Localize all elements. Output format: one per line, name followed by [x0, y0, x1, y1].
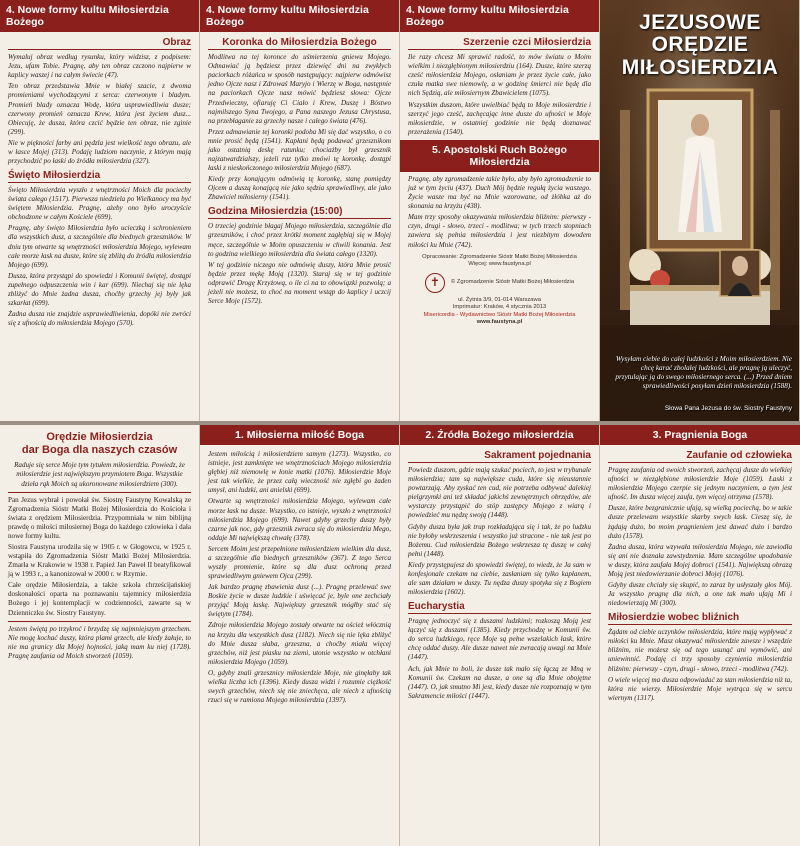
section-title-blizni: Miłosierdzie wobec bliźnich [608, 612, 792, 625]
section-title-swieto: Święto Miłosierdzia [8, 170, 191, 183]
panel-title-line: dar Boga dla naszych czasów [21, 444, 178, 457]
divider [8, 621, 191, 622]
paragraph: Święto Miłosierdzia wyszło z wnętrzności Moich dla pociechy świata całego (1517). Pierwsza niedziela po Wielkanocy ma być świętem Miłosierdzia. Pragnę, ażeby ono było uroczyście obchodzone w całym Kościele (699). [8, 186, 191, 222]
paragraph: O, gdyby znali grzesznicy miłosierdzie Moje, nie ginęłaby tak wielka liczba ich (1396). Kiedy dusza widzi i rozumie ciężkość swych grzechów, niech się nie zniechęca, ale niech z ufnością rzuci się w ramiona Mojego miłosierdzia (1397). [208, 668, 391, 705]
top-spread [0, 0, 800, 421]
paragraph: Otwarte są wnętrzności miłosierdzia Mojego, wylewam całe morze łask na dusze. Wszystko, co istnieje, wyszło z wnętrzności miłosierdzia Mojego (699). Nawet gdyby grzechy duszy były czarne jak noc, gdy grzesznik zwraca się do miłosierdzia Mego, oddaje Mi największą chwałę (378). [208, 497, 391, 542]
paragraph: Pragnę, aby zgromadzenie takie było, aby było zgromadzenie to już w tym życiu (437). Duch Mój będzie regułą życia waszego. Życie wasze ma być na Mnie wzorowane, od żłóbka aż do skonania na krzyżu (438). [408, 174, 591, 211]
panel-title [8, 431, 191, 457]
paragraph: Pragnę, aby święto Miłosierdzia było ucieczką i schronieniem dla wszystkich dusz, a szczególnie dla biednych grzeszników. W dniu tym otwarte są wnętrzności miłosierdzia Mojego, wylewam całe morze łask na dusze, które się zbliżą do źródła miłosierdzia Mojego (699). [8, 224, 191, 269]
paragraph: Kiedy przystępujesz do spowiedzi świętej, to wiedz, że Ja sam w konfesjonale czekam na ciebie, zasłaniam się tylko kapłanem, ale sam działam w duszy. Tu nędza duszy spotyka się z Bogiem miłosierdzia (1602). [408, 560, 591, 597]
cover-title-line: ORĘDZIE [651, 33, 749, 57]
paragraph: Przez odmawianie tej koronki podoba Mi się dać wszystko, o co mnie prosić będą (1541). Kapłani będą podawać grzesznikom jako ostatnią deskę ratunku; chociażby był grzesznik najzatwardzialszy, jeżeli raz tylko zmówi tę koronkę, dostąpi łaski z nieskończonego miłosierdzia Mojego (687). [208, 127, 391, 173]
panel-header: 4. Nowe formy kultu Miłosierdzia Bożego [200, 0, 399, 32]
intro-quote: Raduje się serce Moje tym tytułem miłosierdzia. Powiedz, że miłosierdzie jest największym przymiotem Boga. Wszystkie dzieła rąk Moich są ukoronowane miłosierdziem (300). [14, 461, 185, 488]
paragraph: Wszystkim duszom, które uwielbiać będą to Moje miłosierdzie i szerzyć jego cześć, zachęcając inne dusze do ufności w Moje miłosierdzie, w ostatniej godzinie nie będą doznawać przerażenia (1540). [408, 100, 591, 136]
cover-title [600, 12, 800, 79]
publisher-info [408, 254, 591, 327]
panel-header: 4. Nowe formy kultu Miłosierdzia Bożego [400, 0, 599, 32]
logo-row [408, 273, 591, 293]
cover-quote: Wysyłam ciebie do całej ludzkości z Moim miłosierdziem. Nie chcę karać zbolałej ludzkości, ale pragnę ją uleczyć, przytulając ją do swego miłosiernego serca. (...) Przed dniem sprawiedliwości posyłam dzień miłosierdzia (1588). [615, 355, 792, 390]
panel-koronka [200, 0, 400, 421]
paragraph: Żadna dusza nie znajdzie usprawiedliwienia, dopóki nie zwróci się z ufnością do miłosierdzia Mojego (570). [8, 310, 191, 328]
paragraph: W tej godzinie niczego nie odmówię duszy, która Mnie prosić będzie przez mękę Moją (1320). Staraj się w tej godzinie odprawić Drogę Krzyżową, o ile ci na to obowiązki pozwolą; a jeżeli nie możesz, to choć na moment wstąp do kaplicy i uczcij Serce Moje (1572). [208, 260, 391, 305]
closing-quote: Jestem świętą po trzykroć i brzydzę się najmniejszym grzechem. Nie mogę kochać duszy, która plami grzech, ale kiedy żałuje, to nie ma granicy dla Mojej hojności, jaką mam ku niej (1728). Pragnę zaufania od Moich stworzeń (1059). [8, 624, 191, 660]
paragraph: Mam trzy sposoby okazywania miłosierdzia bliźnim: pierwszy - czyn, drugi - słowo, trzeci - modlitwa; w tych trzech stopniach zawiera się pełnia miłosierdzia i jest niezbitym dowodem miłości ku Mnie (742). [408, 213, 591, 249]
paragraph: Sercem Moim jest przepełnione miłosierdziem wielkim dla dusz, a szczególnie dla biednych grzeszników (367). Z tego Serca wyszły promienie, które są dla dusz ochroną przed sprawiedliwym gniewem Ojca (299). [208, 544, 391, 581]
cover-title-line: JEZUSOWE [639, 11, 761, 34]
paragraph: Powiedz duszom, gdzie mają szukać pociech, to jest w trybunale miłosierdzia; tam są największe cuda, które się nieustannie powtarzają. Aby zyskać ten cud, nie potrzeba odbywać dalekiej pielgrzymki ani też składać jakichś zewnętrznych obrzędów, ale wystarczy przystąpić do stóp zastępcy Mojego z wiarą i powiedzieć mu nędzę swoją (1448). [408, 466, 591, 520]
section-title-szerzenie: Szerzenie czci Miłosierdzia [408, 37, 591, 50]
paragraph: Gdyby dusze chciały się skupić, to zaraz by usłyszały głos Mój. Ja wszystko pragnę dla nich, a one tak mało ufają Mi i niedowierzają Mi (300). [608, 581, 792, 608]
panel-header: 3. Pragnienia Boga [600, 425, 800, 445]
paragraph: O wiele więcej ma dusza odpowiadać za stan miłosierdzia niż ta, która nie wierzy. Miłosierdzie Moje wytrąca się w sercu wiernym (1317). [608, 675, 792, 702]
panel-szerzenie [400, 0, 600, 421]
section-header-ruch: 5. Apostolski Ruch Bożego Miłosierdzia [400, 140, 599, 172]
paragraph: Całe orędzie Miłosierdzia, a także szkoła chrześcijańskiej doskonałości oparta na poznawaniu tajemnicy miłosierdzia Bożego i jej kontemplacji w codzienności, zawarte są w Dzienniczku św. Siostry Faustyny. [8, 581, 191, 617]
panel-pragnienia [600, 425, 800, 846]
paragraph: Żadna dusza, która wzywała miłosierdzia Mojego, nie zawiodła się ani nie doznała zawstydzenia. Mam szczególne upodobanie w duszy, która zaufała Mojej dobroci (1541). Największą obrazą Moją jest niedowierzanie dobroci Mojej (1076). [608, 542, 792, 578]
paragraph: Ile razy chcesz Mi sprawić radość, to mów światu o Moim wielkim i niezgłębionym miłosierdziu (164). Dusze, które szerzą cześć miłosierdzia Mojego, osłaniam je przez życie całe, jako czuła matka swe niemowlę, a w godzinę śmierci nie będę dla nich Sędzią, ale miłosiernym Zbawicielem (1075). [408, 53, 591, 98]
bottom-spread [0, 425, 800, 846]
paragraph: Pan Jezus wybrał i powołał św. Siostrę Faustynę Kowalską ze Zgromadzenia Sióstr Matki Bożej Miłosierdzia do Kościoła i świata z orędziem Miłosierdzia. Przypomniała w nim biblijną prawdę o miłości miłosiernej Boga do każdego człowieka i dała nowe formy kultu. [8, 495, 191, 540]
section-title-zaufanie: Zaufanie od człowieka [608, 450, 792, 463]
paragraph: Dusze, które bezgranicznie ufają, są wielką pociechą, bo w takie dusze przelewam wszystkie skarby swych łask. Cieszę się, że żądają dużo, bo moim pragnieniem jest dawać dużo i bardzo dużo (1578). [608, 504, 792, 540]
publisher-line: Opracowanie: Zgromadzenie Sióstr Matki Bożej Miłosierdzia [422, 253, 577, 260]
section-title-obraz: Obraz [8, 37, 191, 50]
publisher-line: © Zgromadzenie Sióstr Matki Bożej Miłosierdzia [450, 278, 575, 285]
paragraph: Siostra Faustyna urodziła się w 1905 r. w Głogowcu, w 1925 r. wstąpiła do Zgromadzenia Sióstr Matki Bożej Miłosierdzia. Zmarła w Krakowie w 1938 r. Papież Jan Paweł II beatyfikował ją w 1993 r., a kanonizował w 2000 r. w Rzymie. [8, 543, 191, 579]
paragraph: Zdroje miłosierdzia Mojego zostały otwarte na oścież włócznią na krzyżu dla wszystkich dusz (1182). Niech się nie lęka zbliżyć do Mnie dusza słaba, grzeszna, a choćby miała więcej grzechów, niż jest piasku na ziemi, utonie wszystko w otchłani miłosierdzia Mojego (1059). [208, 621, 391, 666]
publisher-line: ul. Żytnia 3/9, 01-014 Warszawa [458, 296, 541, 303]
section-title-godzina: Godzina Miłosierdzia (15:00) [208, 206, 391, 219]
paragraph: Dusza, która przystąpi do spowiedzi i Komunii świętej, dostąpi zupełnego odpuszczenia win i kar (699). Niechaj się nie lęka zbliżyć do Mnie żadna dusza, choćby grzechy jej były jak szkarłat (699). [8, 271, 191, 307]
paragraph: Jestem miłością i miłosierdziem samym (1273). Wszystko, co istnieje, jest zamknięte we wnętrznościach Mojego miłosierdzia głębiej niż niemowlę w łonie matki (1076). Miłosierdzie Moje jest tak wielkie, że przez całą wieczność nie zgłębi go żaden umysł, ani ludzki, ani anielski (699). [208, 450, 391, 495]
paragraph: Żądam od ciebie uczynków miłosierdzia, które mają wypływać z miłości ku Mnie. Masz okazywać miłosierdzie zawsze i wszędzie bliźnim, nie możesz się od tego usunąć ani wymówić, ani uniewinnić. Podaję ci trzy sposoby czynienia miłosierdzia bliźnim: pierwszy - czyn, drugi - słowo, trzeci - modlitwa (742). [608, 628, 792, 673]
paragraph: O trzeciej godzinie błagaj Mojego miłosierdzia, szczególnie dla grzeszników, i choć przez krótki moment zagłębiaj się w Mojej męce, szczególnie w Moim opuszczeniu w chwili konania. Jest to godzina wielkiego miłosierdzia dla świata całego (1320). [208, 222, 391, 258]
paragraph: Pragnę jednoczyć się z duszami ludzkimi; rozkoszą Moją jest łączyć się z duszami (1385). Kiedy przychodzę w Komunii św. do serca ludzkiego, ręce Moje są pełne wszelakich łask, które chcę oddać duszy. Ale dusze nawet nie zwracają uwagi na Mnie (1447). [408, 617, 591, 662]
paragraph: Modlitwa na tej koronce do uśmierzenia gniewu Mojego. Odmawiać ją będziesz przez dziewięć dni na zwykłych paciorkach różańca w sposób następujący: najpierw odmówisz jedno Ojcze nasz i Zdrowaś Maryjo i Wierzę w Boga, następnie na paciorkach Ojcze nasz mówić będziesz słowa: Ojcze Przedwieczny, ofiaruję Ci Ciało i Krew, Duszę i Bóstwo najmilszego Syna Twojego, a Pana naszego Jezusa Chrystusa, na przebłaganie za grzechy nasze i całego świata (476). [208, 53, 391, 125]
publisher-name: Misericordia - Wydawnictwo Sióstr Matki Bożej Miłosierdzia [423, 311, 576, 318]
panel-header: 1. Miłosierna miłość Boga [200, 425, 399, 445]
paragraph: Jak bardzo pragnę zbawienia dusz (...). Pragnę przelewać swe Boskie życie w dusze ludzkie i uświęcać je, byle one zechciały przyjąć Moją łaskę. Największy grzesznik mógłby stać się świętym (1784). [208, 583, 391, 619]
cover-panel [600, 0, 800, 421]
panel-oredzie [0, 425, 200, 846]
paragraph: Pragnę zaufania od swoich stworzeń, zachęcaj dusze do wielkiej ufności w niezgłębione miłosierdzie Moje (1059). Łaski z miłosierdzia Mojego czerpie się jednym naczyniem, a tym jest ufność. Im dusza więcej zaufa, tym więcej otrzyma (1578). [608, 466, 792, 502]
paragraph: Wymaluj obraz według rysunku, który widzisz, z podpisem: Jezu, ufam Tobie. Pragnę, aby ten obraz czczono najpierw w kaplicy waszej i na całym świecie (47). [8, 53, 191, 80]
section-title-koronka: Koronka do Miłosierdzia Bożego [208, 37, 391, 50]
publisher-line: Więcej: www.faustyna.pl [468, 261, 531, 268]
section-title-eucharystia: Eucharystia [408, 601, 591, 614]
panel-header: 2. Źródła Bożego miłosierdzia [400, 425, 599, 445]
website-link[interactable]: www.faustyna.pl [476, 319, 523, 326]
congregation-logo-icon: ✝ [425, 273, 445, 293]
paragraph: Nie w piękności farby ani pędzla jest wielkość tego obrazu, ale w łasce Mojej (313). Podaję ludziom naczynie, z którym mają przychodzić po łaski do źródła miłosierdzia (327). [8, 138, 191, 165]
publisher-line: Imprimatur: Kraków, 4 stycznia 2013 [452, 304, 547, 311]
panel-title-line: Orędzie Miłosierdzia [46, 431, 153, 443]
section-title-sakrament: Sakrament pojednania [408, 450, 591, 463]
panel-milosc [200, 425, 400, 846]
divider [8, 492, 191, 493]
paragraph: Ach, jak Mnie to boli, że dusze tak mało się łączą ze Mną w Komunii św. Czekam na dusze, a one są dla Mnie obojętne (1447). O, jak smutno Mi jest, kiedy dusze nie rozpoznają w tym Sakramencie miłości (1447). [408, 664, 591, 700]
panel-zrodla [400, 425, 600, 846]
paragraph: Kiedy przy konającym odmówią tę koronkę, stanę pomiędzy Ojcem a duszą konającą nie jako sędzia sprawiedliwy, ale jako Zbawiciel miłosierny (1541). [208, 175, 391, 202]
cover-caption: Słowa Pana Jezusa do św. Siostry Faustyny [664, 405, 792, 412]
panel-obraz [0, 0, 200, 421]
cover-title-line: MIŁOSIERDZIA [621, 55, 779, 79]
paragraph: Ten obraz przedstawia Mnie w białej szacie, z dwoma promieniami wychodzącymi z serca: czerwonym i bladym. Promień blady oznacza Wodę, która usprawiedliwia dusze; czerwony promień oznacza Krew, która jest życiem dusz... Obiecuję, że dusza, która czcić będzie ten obraz, nie zginie (299). [8, 82, 191, 136]
paragraph: Gdyby dusza była jak trup rozkładająca się i tak, że po ludzku nie byłoby wskrzeszenia i wszystko już stracone - nie tak jest po Bożemu. Cud miłosierdzia Bożego wskrzesza tę duszę w całej pełni (1448). [408, 522, 591, 558]
panel-header: 4. Nowe formy kultu Miłosierdzia Bożego [0, 0, 199, 32]
